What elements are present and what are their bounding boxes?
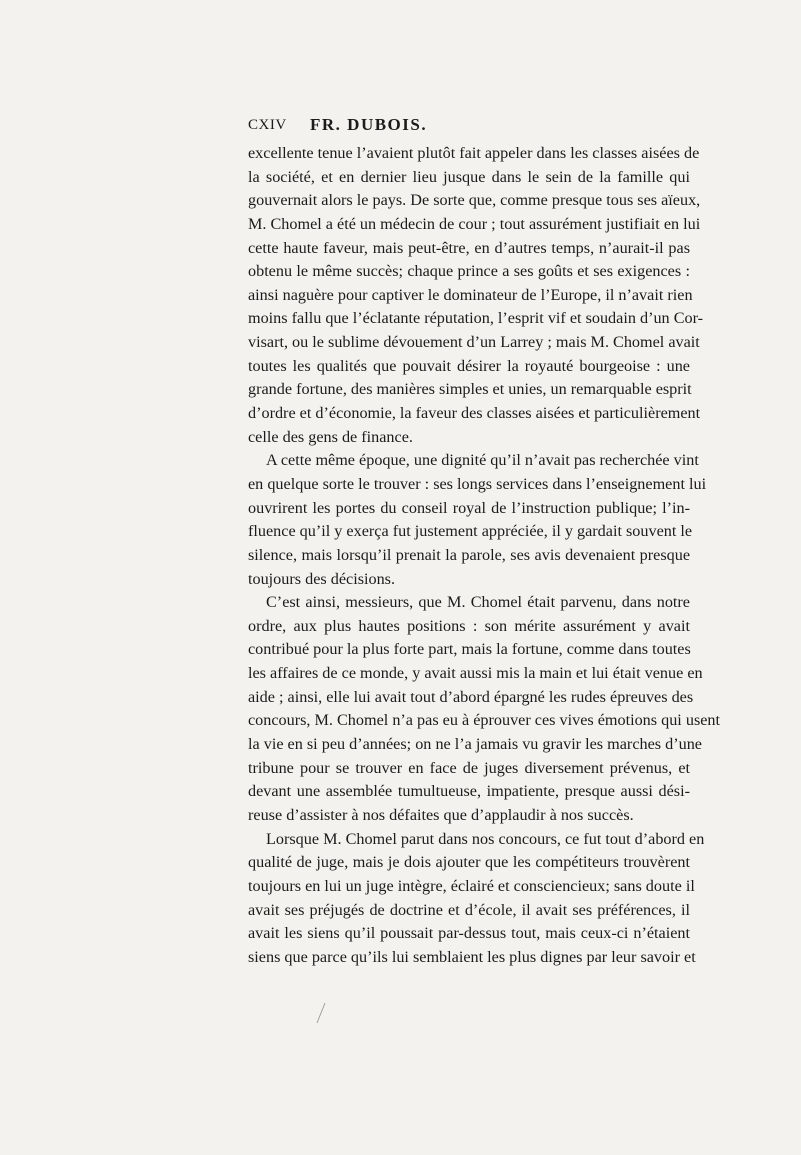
text-line: devant une assemblée tumultueuse, impatiente, presque aussi dési- (248, 782, 690, 801)
text-line: A cette même époque, une dignité qu’il n’avait pas recherchée vint (266, 451, 699, 470)
text-line: toutes les qualités que pouvait désirer la royauté bourgeoise : une (248, 356, 690, 375)
text-line: visart, ou le sublime dévouement d’un Larrey ; mais M. Chomel avait (248, 333, 700, 352)
text-line: fluence qu’il y exerça fut justement appréciée, il y gardait souvent le (248, 522, 693, 541)
text-line: gouvernait alors le pays. De sorte que, comme presque tous ses aïeux, (248, 191, 701, 210)
running-head (248, 117, 688, 141)
text-line: silence, mais lorsqu’il prenait la parole, ses avis devenaient presque (248, 545, 690, 564)
text-line: reuse d’assister à nos défaites que d’applaudir à nos succès. (248, 805, 634, 824)
text-line: contribué pour la plus forte part, mais la fortune, comme dans toutes (248, 640, 691, 659)
text-line: cette haute faveur, mais peut-être, en d’autres temps, n’aurait-il pas (248, 238, 690, 257)
text-line: Lorsque M. Chomel parut dans nos concours, ce fut tout d’abord en (266, 829, 705, 848)
text-line: excellente tenue l’avaient plutôt fait appeler dans les classes aisées de (248, 144, 700, 162)
text-line: ouvrirent les portes du conseil royal de l’instruction publique; l’in- (248, 498, 690, 517)
text-line: les affaires de ce monde, y avait aussi mis la main et lui était venue en (248, 664, 703, 683)
text-line: avait les siens qu’il poussait par-dessus tout, mais ceux-ci n’étaient (248, 924, 690, 943)
text-line: aide ; ainsi, elle lui avait tout d’abord épargné les rudes épreuves des (248, 687, 694, 706)
text-line: obtenu le même succès; chaque prince a ses goûts et ses exigences : (248, 262, 690, 281)
text-line: moins fallu que l’éclatante réputation, l’esprit vif et soudain d’un Cor- (248, 309, 704, 328)
text-line: tribune pour se trouver en face de juges diversement prévenus, et (248, 758, 690, 777)
text-line: d’ordre et d’économie, la faveur des classes aisées et particulièrement (248, 404, 701, 423)
text-line: grande fortune, des manières simples et unies, un remarquable esprit (248, 380, 692, 399)
text-line: M. Chomel a été un médecin de cour ; tout assurément justifiait en lui (248, 214, 701, 233)
body-text (248, 142, 721, 969)
running-title: FR. DUBOIS. (310, 115, 428, 134)
text-line: concours, M. Chomel n’a pas eu à éprouver ces vives émotions qui usent (248, 711, 721, 730)
text-line: en quelque sorte le trouver : ses longs services dans l’enseignement lui (248, 474, 707, 493)
text-line: C’est ainsi, messieurs, que M. Chomel était parvenu, dans notre (266, 593, 690, 612)
text-line: toujours en lui un juge intègre, éclairé et consciencieux; sans doute il (248, 876, 695, 895)
text-line: celle des gens de finance. (248, 427, 413, 446)
text-line: siens que parce qu’ils lui semblaient les plus dignes par leur savoir et (248, 947, 696, 966)
text-line: qualité de juge, mais je dois ajouter que les compétiteurs trouvèrent (248, 853, 690, 872)
text-line: la société, et en dernier lieu jusque dans le sein de la famille qui (248, 167, 690, 186)
text-line: ainsi naguère pour captiver le dominateur de l’Europe, il n’avait rien (248, 285, 693, 304)
page-number: CXIV (248, 117, 287, 133)
text-line: toujours des décisions. (248, 569, 396, 588)
pencil-mark (314, 1002, 328, 1024)
text-line: la vie en si peu d’années; on ne l’a jamais vu gravir les marches d’une (248, 735, 702, 754)
text-line: ordre, aux plus hautes positions : son mérite assurément y avait (248, 616, 690, 635)
text-line: avait ses préjugés de doctrine et d’école, il avait ses préférences, il (248, 900, 690, 919)
